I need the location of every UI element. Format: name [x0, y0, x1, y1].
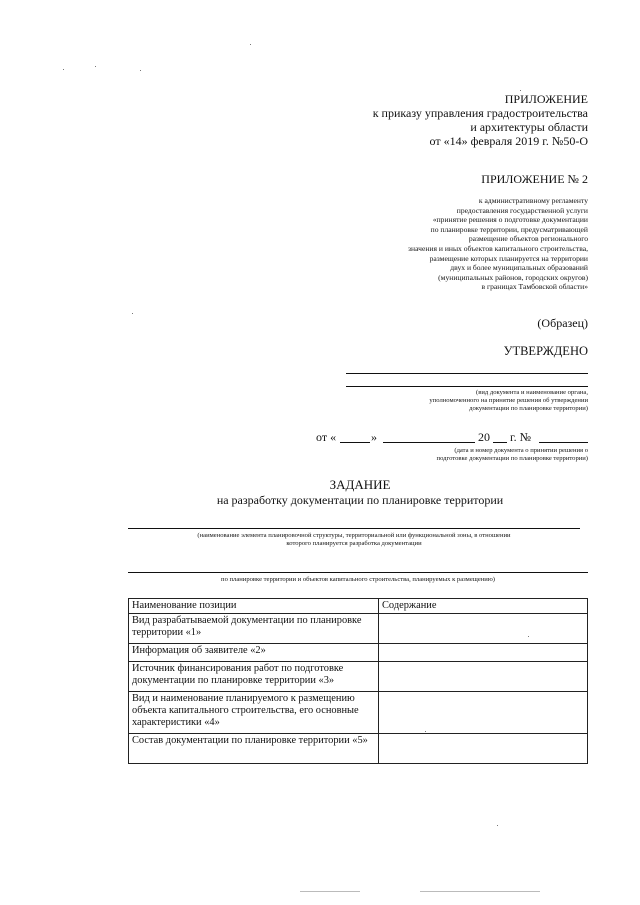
- scan-noise: [300, 891, 360, 892]
- appendix2-line: (муниципальных районов, городских округов): [438, 272, 588, 282]
- element-name-line: [128, 528, 580, 529]
- task-subtitle: на разработку документации по планировке территории: [216, 493, 504, 507]
- scan-noise: [63, 69, 64, 70]
- table-cell-position: Состав документации по планировке территории «5»: [129, 734, 379, 764]
- table-cell-content[interactable]: [379, 692, 588, 734]
- appendix2-text: [408, 196, 588, 292]
- table-row: [129, 692, 588, 734]
- approved-caption: [429, 389, 588, 413]
- appendix2-line: размещение объектов регионального: [468, 234, 588, 244]
- date-day-blank: [340, 442, 370, 443]
- table-cell-position: Источник финансирования работ по подготовке документации по планировке территории «3»: [129, 662, 379, 692]
- task-title: ЗАДАНИЕ: [329, 477, 391, 492]
- appendix-line-1: к приказу управления градостроительства: [372, 106, 588, 120]
- appendix-line-2: и архитектуры области: [470, 120, 588, 134]
- table-header-cell: Наименование позиции: [129, 599, 379, 614]
- scan-noise: [132, 313, 133, 314]
- scan-noise: [497, 825, 498, 826]
- sample-label: (Образец): [537, 316, 588, 330]
- scan-noise: [250, 44, 251, 45]
- approved-line-2: [346, 386, 588, 387]
- table-row: [129, 614, 588, 644]
- date-number-label: г. №: [510, 430, 532, 444]
- table-cell-content[interactable]: [379, 614, 588, 644]
- appendix2-line: по планировке территории, предусматривающей: [430, 224, 588, 234]
- caption-line: уполномоченного на принятие решения об утверждении: [429, 397, 588, 404]
- approved-line-1: [346, 373, 588, 374]
- date-year: 20: [478, 430, 490, 444]
- caption-line: (вид документа и наименование органа,: [476, 389, 588, 396]
- appendix2-line: в границах Тамбовской области»: [481, 282, 588, 292]
- scan-noise: [425, 731, 426, 732]
- caption-line: (наименование элемента планировочной структуры, территориальной или функциональной зоны, в отношении: [197, 532, 511, 539]
- table-cell-position: Информация об заявителе «2»: [129, 644, 379, 662]
- date-from: от «: [316, 430, 337, 444]
- scan-noise: [520, 90, 521, 91]
- appendix-line-3: от «14» февраля 2019 г. №50-О: [429, 134, 588, 148]
- table-cell-content[interactable]: [379, 662, 588, 692]
- table-cell-content[interactable]: [379, 734, 588, 764]
- date-number-blank: [539, 442, 588, 443]
- appendix2-line: двух и более муниципальных образований: [450, 263, 588, 273]
- scan-noise: [420, 891, 540, 892]
- scan-noise: [95, 66, 96, 67]
- table-cell-position: Вид и наименование планируемого к размещению объекта капитального строительства, его основные характеристики «4»: [129, 692, 379, 734]
- appendix2-line: размещение которых планируется на территории: [429, 253, 588, 263]
- caption-line: подготовке документации по планировке территории): [436, 455, 588, 462]
- objects-line: [128, 572, 588, 573]
- appendix2-line: «принятие решения о подготовке документации: [432, 215, 588, 225]
- approved-title: УТВЕРЖДЕНО: [503, 344, 588, 358]
- table-row: [129, 662, 588, 692]
- table-row: [129, 734, 588, 764]
- element-caption: [128, 532, 580, 548]
- date-year-blank: [493, 442, 507, 443]
- appendix2-title: ПРИЛОЖЕНИЕ № 2: [481, 172, 588, 186]
- date-month-blank: [383, 442, 475, 443]
- task-table: [128, 598, 588, 764]
- appendix-title: ПРИЛОЖЕНИЕ: [504, 92, 588, 106]
- appendix2-line: значения и иных объектов капитального строительства,: [408, 243, 588, 253]
- appendix2-line: предоставления государственной услуги: [456, 205, 588, 215]
- appendix2-line: к административному регламенту: [478, 196, 588, 205]
- scan-noise: [528, 636, 529, 637]
- table-cell-position: Вид разрабатываемой документации по планировке территории «1»: [129, 614, 379, 644]
- caption-line: которого планируется разработка документации: [286, 540, 422, 547]
- table-header-cell: Содержание: [379, 599, 588, 614]
- caption-line: документации по планировке территории): [469, 405, 588, 412]
- date-close-quote: »: [371, 430, 377, 444]
- objects-caption: по планировке территории и объектов капитального строительства, планируемых к размещению): [221, 576, 495, 583]
- caption-line: (дата и номер документа о принятии решения о: [454, 447, 588, 454]
- date-caption: [437, 447, 588, 463]
- scan-noise: [140, 70, 141, 71]
- table-cell-content[interactable]: [379, 644, 588, 662]
- table-row: [129, 644, 588, 662]
- table-header-row: [129, 599, 588, 614]
